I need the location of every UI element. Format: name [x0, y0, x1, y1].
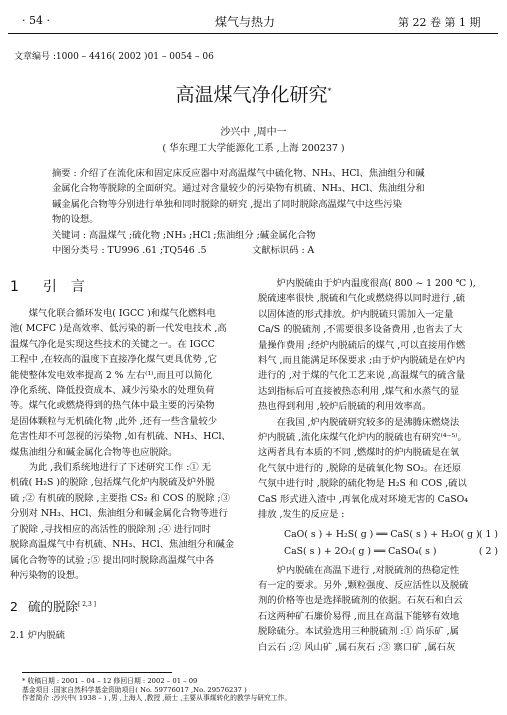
text-line: 炉内脱硫由于炉内温度很高( 800 ~ 1 200 ℃ ), [276, 278, 476, 289]
section-2-number: 2 [10, 599, 18, 615]
text-line: 属化合物等的试验 ;⑤ 提出同时脱除高温煤气中各 [10, 554, 215, 566]
text-line: 炉内脱硫 ,流化床煤气化炉内的脱硫也有研究⁽⁴⁻⁵⁾。 [258, 432, 467, 444]
section-1-number: 1 [10, 279, 33, 295]
text-line: 热也得到利用 ,较炉后脱硫的利用效率高。 [258, 401, 432, 413]
section-1-title: 引言 [42, 279, 99, 295]
furnace-desulfurization-paragraph [258, 276, 498, 415]
equation-1 [258, 529, 498, 546]
text-line: 料气 ,而且能满足环保要求 ;由于炉内脱硫是在炉内 [258, 355, 466, 367]
text-line: 剂的价格等也是选择脱硫剂的依据。石灰石和白云 [258, 595, 463, 607]
clc-number: 中图分类号 : TU996 .61 ;TQ546 .5 [52, 245, 207, 257]
abstract-line: 摘要 : 介绍了在流化床和固定床反应器中对高温煤气中硫化物、NH₃、HCl、焦油组分和碱 [52, 168, 425, 179]
text-line: 排放 ,发生的反应是 : [258, 509, 345, 521]
text-line: CaS 形式进入渣中 ,再氧化成对环境无害的 CaSO₄ [258, 493, 468, 505]
abstract-line: 碱金属化合物等分别进行单独和同时脱除的研究 ,提出了同时脱除高温煤气中这些污染 [52, 198, 402, 210]
equation-2-number: ( 2 ) [478, 545, 498, 557]
text-line: 进行的 ,对于煤的气化工艺来说 ,高温煤气的硫含量 [258, 370, 466, 382]
title-text: 高温煤气净化研究 [175, 84, 328, 106]
document-code: 文献标识码 : A [252, 245, 315, 257]
text-line: 气氛中进行时 ,脱除的硫化物是 H₂S 和 COS ,硫以 [258, 478, 467, 490]
text-line: 脱除硫分。本试验选用三种脱硫剂 :① 尚乐矿 ,属 [258, 626, 459, 638]
header-rule [8, 33, 498, 34]
equation-2-formula: CaS( s ) + 2O₂( g ) ══ CaSO₄( s ) [284, 545, 437, 557]
journal-name: 煤气与热力 [215, 15, 276, 29]
text-line: 分别对 NH₃、HCl、焦油组分和碱金属化合物等进行 [10, 508, 228, 520]
equation-1-formula: CaO( s ) + H₂S( g ) ══ CaS( s ) + H₂O( g ) [284, 528, 480, 540]
text-line: 石这两种矿石廉价易得 ,而且在高温下能够有效地 [258, 610, 460, 622]
text-line: 为此 ,我们系统地进行了下述研究工作 :① 无 [28, 462, 211, 474]
footnote-rule [22, 672, 172, 673]
section-2-heading [10, 597, 248, 615]
text-line: 脱除高温煤气中有机硫、NH₃、HCl、焦油组分和碱金 [10, 539, 235, 551]
text-line: 净化系统、降低投资成本、减少污染水的处理负荷 [10, 385, 215, 397]
text-line: 危害性却不可忽视的污染物 ,如有机硫、NH₃、HCl、 [10, 431, 231, 443]
intro-paragraph-2 [10, 460, 248, 583]
section-2-ref: [ 2,3 ] [77, 601, 97, 609]
text-line: Ca/S 的脱硫剂 ,不需要很多设备费用 ,也省去了大 [258, 324, 463, 336]
text-line: 在我国 ,炉内脱硫研究较多的是沸腾床燃烧法 [276, 416, 460, 428]
section-1-heading [10, 276, 248, 298]
affiliation: ( 华东理工大学能源化工系 ,上海 200237 ) [162, 143, 345, 154]
abstract-line: 金属化合物等脱除的全面研究。通过对含量较少的污染物有机硫、NH₃、HCl、焦油组分和 [52, 183, 425, 195]
classification-line [52, 243, 456, 258]
text-line: 了脱除 ,寻找相应的高活性的脱除剂 ;④ 进行同时 [10, 523, 211, 535]
authors: 沙兴中 ,周中一 [220, 127, 287, 138]
text-line: 这两者具有本质的不同 ,燃煤时的炉内脱硫是在氧 [258, 447, 460, 459]
text-line: 温煤气净化是实现这些技术的关键之一。在 IGCC [10, 338, 215, 350]
paper-title [0, 80, 507, 107]
text-line: 种污染物的设想。 [10, 569, 85, 581]
right-column [258, 276, 498, 655]
text-line: 有一定的要求。另外 ,颗粒强度、反应活性以及脱硫 [258, 579, 469, 591]
text-line: 炉内脱硫在高温下进行 ,对脱硫剂的热稳定性 [276, 564, 460, 576]
china-research-paragraph [258, 415, 498, 523]
text-line: 煤焦油组分和碱金属化合物等也应脱除。 [10, 446, 178, 458]
left-column [10, 276, 248, 641]
text-line: 硫 ;② 有机硫的脱除 ,主要指 CS₂ 和 COS 的脱除 ;③ [10, 492, 230, 504]
equation-1-number: ( 1 ) [478, 528, 498, 540]
intro-paragraph-1 [10, 306, 248, 460]
text-line: 等。煤气化或燃烧得到的热气体中最主要的污染物 [10, 400, 215, 412]
text-line: 能使整体发电效率提高 2 % 左右⁽¹⁾,而且可以简化 [10, 369, 213, 381]
text-line: 白云石 ;② 风山矿 ,属石灰石 ;③ 寨口矿 ,属石灰 [258, 641, 456, 653]
text-line: 是固体颗粒与无机硫化物 ,此外 ,还有一些含量较少 [10, 415, 218, 427]
text-line: 池( MCFC )是高效率、低污染的新一代发电技术 ,高 [10, 323, 227, 335]
text-line: 以固体渣的形式排放。炉内脱硫只需加入一定量 [258, 308, 454, 320]
author-bio: 作者简介 :沙兴中( 1938 – ) ,男 ,上海人 ,教授 ,硕士 ,主要从事煤转化的教学与研究工作。 [22, 694, 292, 703]
text-line: 化气氛中进行的 ,脱除的是硫氧化物 SO₂。在还原 [258, 462, 462, 474]
title-footnote-mark: * [327, 86, 332, 96]
text-line: 机硫( H₂S )的脱除 ,包括煤气化炉内脱硫及炉外脱 [10, 477, 215, 489]
equation-2 [258, 546, 498, 563]
abstract-line: 物的设想。 [52, 214, 99, 226]
section-2-1-heading: 2.1 炉内脱硫 [10, 630, 65, 642]
abstract [52, 166, 456, 258]
page-number: · 54 · [22, 14, 50, 27]
funding-note: 基金项目 :国家自然科学基金资助项目( No. 59776017 ,No. 29576237 ) [22, 685, 247, 694]
section-2-title: 硫的脱除 [27, 599, 78, 615]
text-line: 达到指标后可直接被热态利用 ,煤气和水蒸气的显 [258, 385, 460, 397]
sorbent-paragraph [258, 563, 498, 655]
volume-issue: 第 22 卷 第 1 期 [398, 16, 481, 29]
text-line: 脱硫速率很快 ,脱硫和气化或燃烧得以同时进行 ,硫 [258, 293, 466, 305]
received-dates: * 收稿日期 : 2001 – 04 – 12 修回日期 : 2002 – 01 – 09 [22, 677, 198, 685]
text-line: 煤气化联合循环发电( IGCC )和煤气化燃料电 [28, 308, 216, 319]
text-line: 工程中 ,在较高的温度下直接净化煤气更具优势 ,它 [10, 354, 218, 366]
keywords: 关键词 : 高温煤气 ;硫化物 ;NH₃ ;HCl ;焦油组分 ;碱金属化合物 [52, 229, 316, 241]
footnote [22, 677, 492, 703]
article-number: 文章编号 :1000 – 4416( 2002 )01 – 0054 – 06 [14, 52, 214, 62]
text-line: 量操作费用 ;经炉内脱硫后的煤气 ,可以直接用作燃 [258, 339, 466, 351]
